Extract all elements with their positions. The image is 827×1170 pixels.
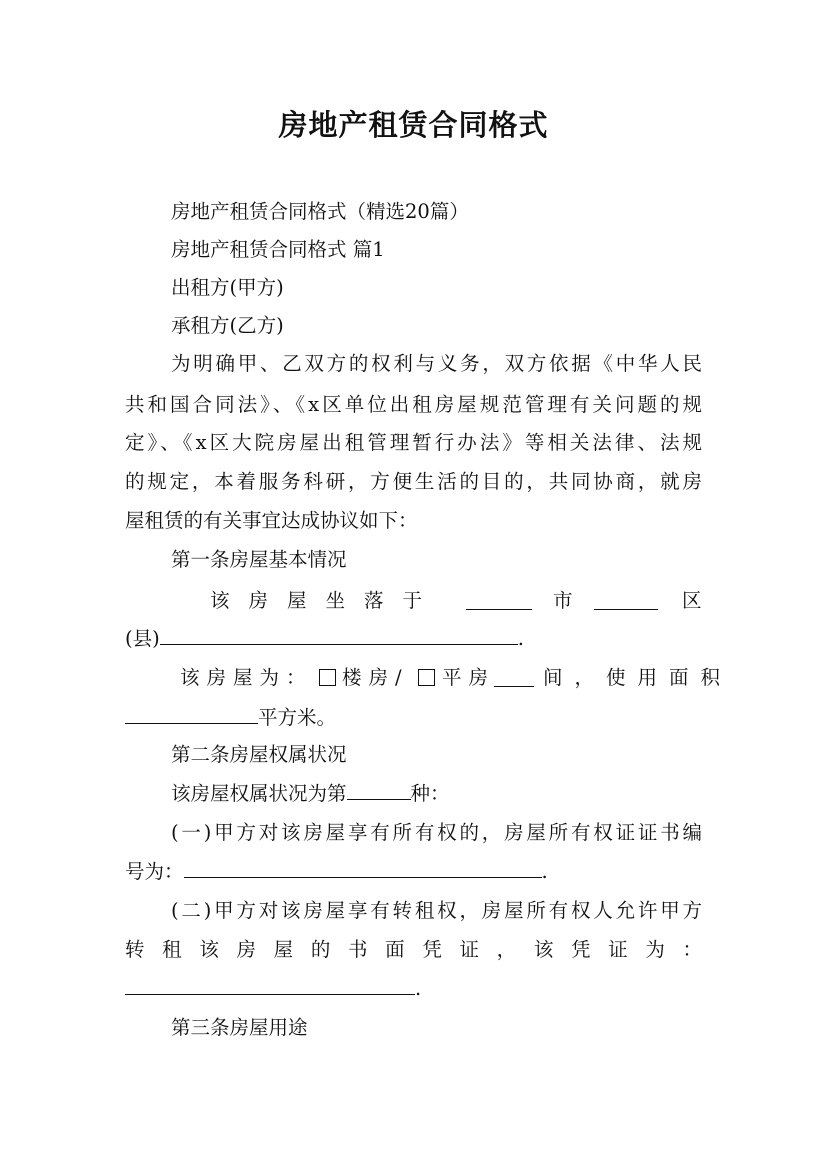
article-3-heading: 第三条房屋用途 bbox=[171, 1016, 308, 1039]
county-label: (县) bbox=[125, 627, 160, 650]
county-blank bbox=[160, 626, 518, 645]
document-title: 房地产租赁合同格式 bbox=[278, 108, 549, 142]
house-type-label: 该房屋为： bbox=[180, 666, 313, 689]
building-label: 楼房/ bbox=[342, 666, 409, 689]
article-2-heading: 第二条房屋权属状况 bbox=[171, 743, 347, 766]
city-label: 市 bbox=[553, 589, 573, 612]
ownership-type-label: 该房屋权属状况为第 bbox=[171, 782, 347, 805]
district-blank bbox=[594, 591, 658, 610]
paragraph-line: 的规定，本着服务科研，方便生活的目的，共同协商，就房 bbox=[125, 470, 702, 493]
section-heading-chapter-1: 房地产租赁合同格式 篇1 bbox=[171, 238, 385, 261]
article-1-heading: 第一条房屋基本情况 bbox=[171, 548, 347, 571]
bungalow-checkbox[interactable] bbox=[418, 669, 435, 686]
paragraph-line: 转租该房屋的书面凭证，该凭证为： bbox=[125, 938, 702, 961]
ownership-type-suffix: 种： bbox=[410, 782, 450, 805]
paragraph-line: 共和国合同法》、《x区单位出租房屋规范管理有关问题的规 bbox=[125, 393, 702, 416]
paragraph-line: 为明确甲、乙双方的权利与义务，双方依据《中华人民 bbox=[171, 352, 702, 375]
district-label: 区 bbox=[682, 589, 702, 612]
area-line bbox=[125, 704, 702, 732]
party-b-line: 承租方(乙方) bbox=[171, 314, 284, 337]
paragraph-line: 屋租赁的有关事宜达成协议如下： bbox=[125, 509, 418, 532]
rooms-blank bbox=[494, 668, 534, 687]
paragraph-line: 定》、《x区大院房屋出租管理暂行办法》等相关法律、法规 bbox=[125, 431, 702, 454]
building-checkbox[interactable] bbox=[319, 669, 336, 686]
rooms-label: 间，使用面积 bbox=[543, 666, 733, 689]
county-line: (县) . bbox=[125, 627, 524, 650]
certificate-number-blank bbox=[184, 859, 542, 878]
voucher-blank bbox=[125, 976, 415, 995]
subtitle-line: 房地产租赁合同格式（精选20篇） bbox=[171, 200, 469, 223]
certificate-number-label: 号为： bbox=[125, 860, 184, 883]
paragraph-line: (二)甲方对该房屋享有转租权，房屋所有权人允许甲方 bbox=[171, 899, 702, 922]
ownership-type-line bbox=[171, 780, 702, 808]
certificate-number-line: 号为： . bbox=[125, 860, 548, 883]
ownership-type-blank bbox=[347, 781, 411, 800]
area-blank bbox=[125, 705, 258, 724]
bungalow-label: 平房 bbox=[442, 666, 496, 689]
location-label: 该房屋坐落于 bbox=[210, 589, 442, 612]
party-a-line: 出租方(甲方) bbox=[171, 276, 284, 299]
paragraph-line: (一)甲方对该房屋享有所有权的，房屋所有权证证书编 bbox=[171, 821, 702, 844]
voucher-line: . bbox=[125, 975, 702, 1003]
city-blank bbox=[466, 591, 532, 610]
area-unit: 平方米。 bbox=[258, 706, 337, 729]
